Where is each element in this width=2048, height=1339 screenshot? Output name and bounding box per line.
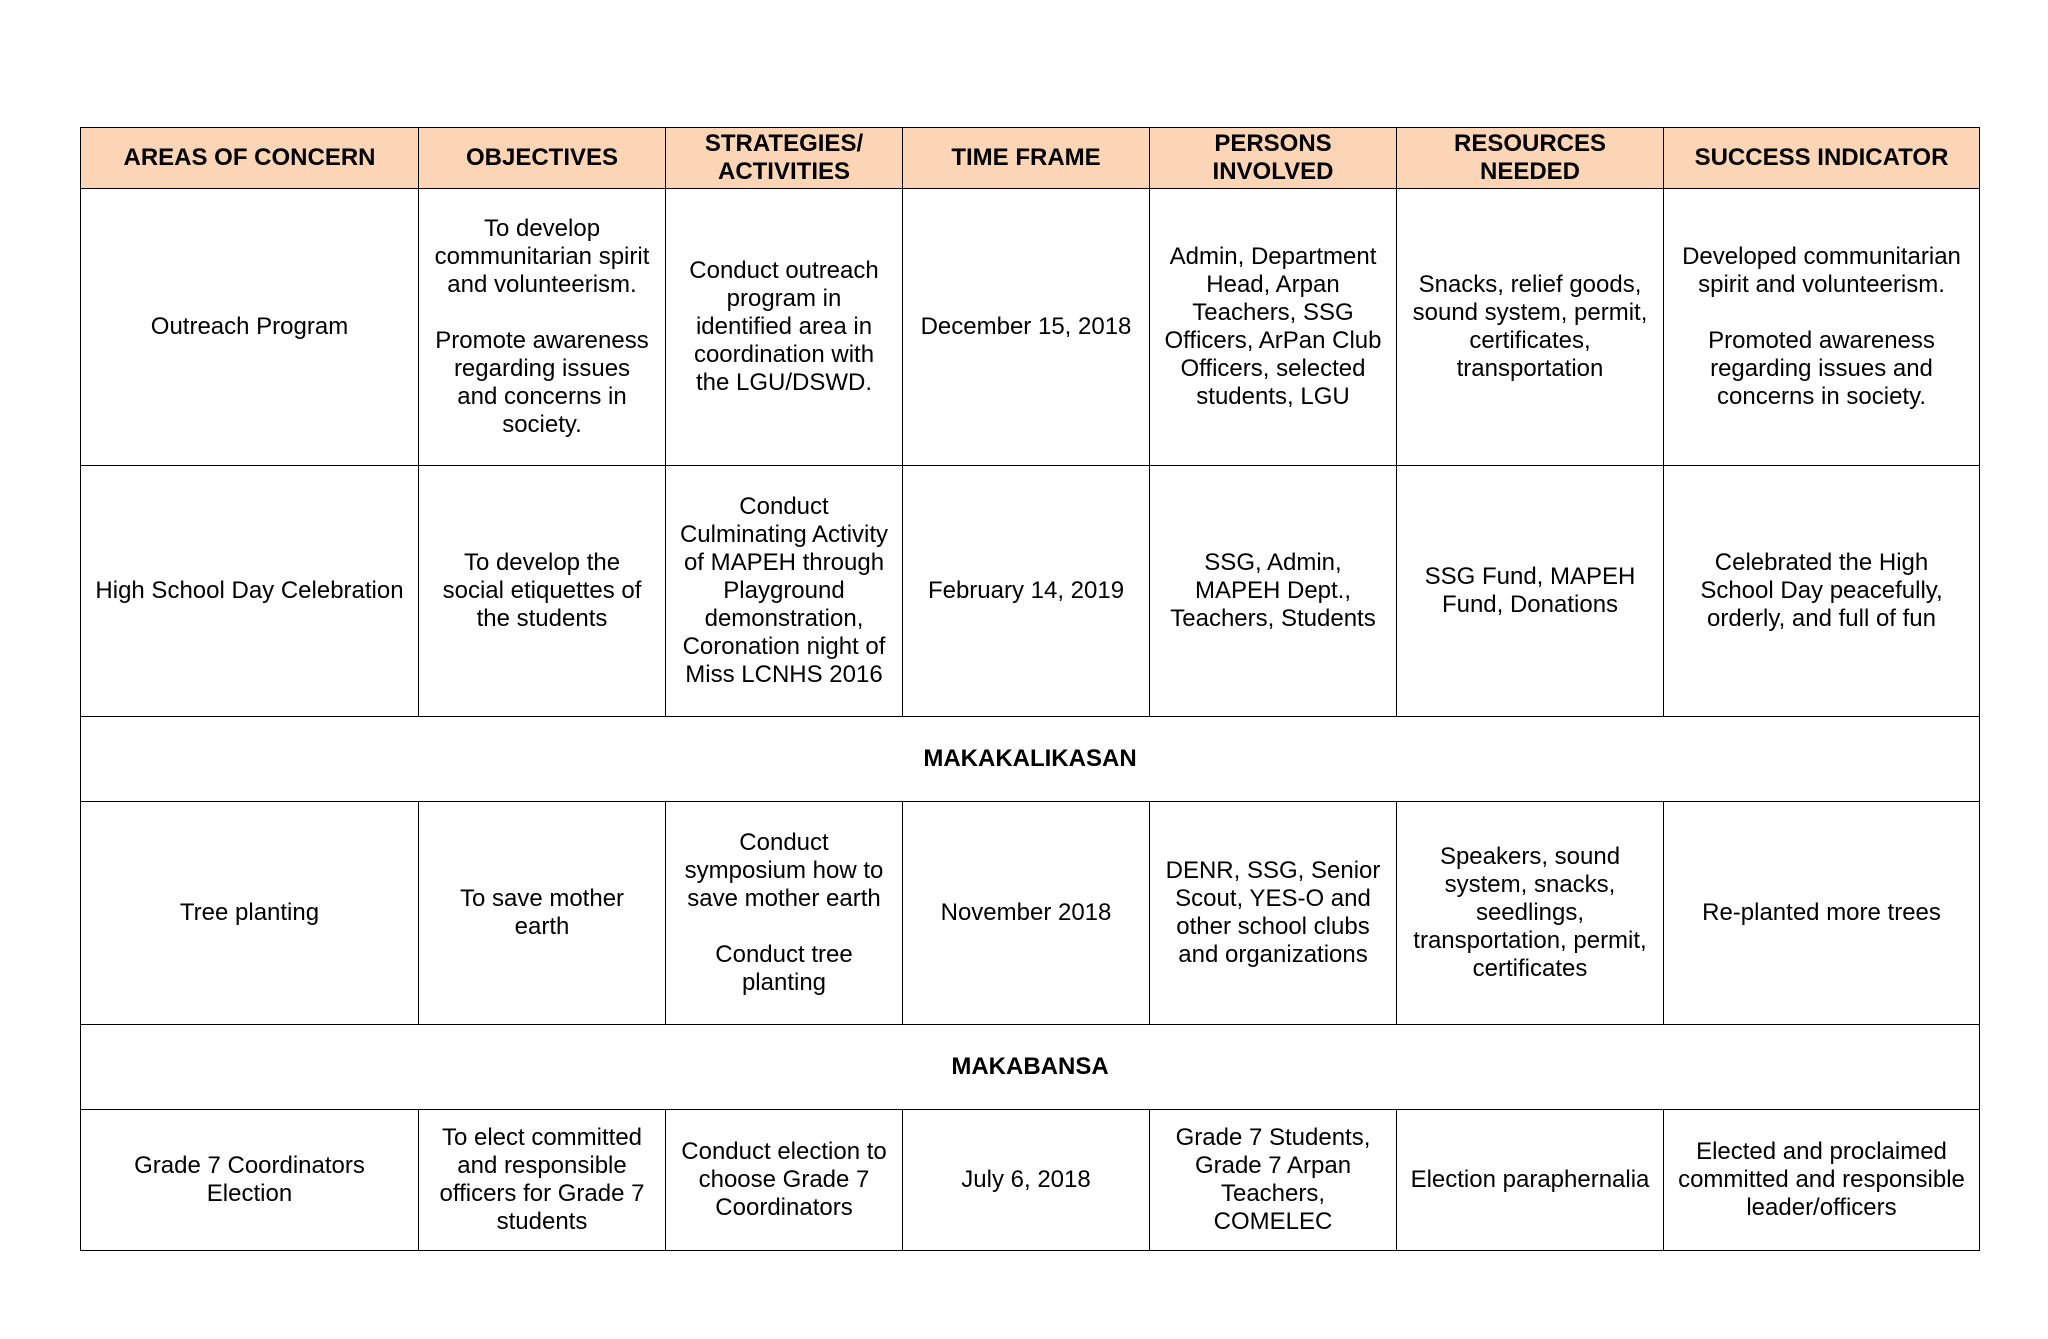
table-row: [81, 1110, 1980, 1251]
cell-area: High School Day Celebration: [81, 466, 419, 717]
cell-success: Elected and proclaimed committed and responsible leader/officers: [1664, 1110, 1980, 1251]
header-objectives: OBJECTIVES: [419, 128, 666, 189]
table-row: [81, 466, 1980, 717]
header-strategies-activities: STRATEGIES/ ACTIVITIES: [666, 128, 903, 189]
section-title: MAKABANSA: [81, 1025, 1980, 1110]
cell-area: Outreach Program: [81, 189, 419, 466]
cell-success: Re-planted more trees: [1664, 802, 1980, 1025]
cell-resources: Election paraphernalia: [1397, 1110, 1664, 1251]
cell-area: Tree planting: [81, 802, 419, 1025]
header-success-indicator: SUCCESS INDICATOR: [1664, 128, 1980, 189]
cell-persons: SSG, Admin, MAPEH Dept., Teachers, Students: [1150, 466, 1397, 717]
cell-time-frame: December 15, 2018: [903, 189, 1150, 466]
cell-persons: Admin, Department Head, Arpan Teachers, SSG Officers, ArPan Club Officers, selected students, LGU: [1150, 189, 1397, 466]
cell-resources: SSG Fund, MAPEH Fund, Donations: [1397, 466, 1664, 717]
cell-time-frame: November 2018: [903, 802, 1150, 1025]
cell-resources: Speakers, sound system, snacks, seedlings, transportation, permit, certificates: [1397, 802, 1664, 1025]
section-row-makabansa: [81, 1025, 1980, 1110]
section-row-makakalikasan: [81, 717, 1980, 802]
cell-objectives: To save mother earth: [419, 802, 666, 1025]
cell-strategies: Conduct outreach program in identified area in coordination with the LGU/DSWD.: [666, 189, 903, 466]
table-row: [81, 189, 1980, 466]
section-title: MAKAKALIKASAN: [81, 717, 1980, 802]
cell-strategies: Conduct Culminating Activity of MAPEH through Playground demonstration, Coronation night of Miss LCNHS 2016: [666, 466, 903, 717]
action-plan-table: [80, 127, 1980, 1251]
table-row: [81, 802, 1980, 1025]
table-header-row: [81, 128, 1980, 189]
cell-time-frame: February 14, 2019: [903, 466, 1150, 717]
header-persons-involved: PERSONS INVOLVED: [1150, 128, 1397, 189]
cell-resources: Snacks, relief goods, sound system, permit, certificates, transportation: [1397, 189, 1664, 466]
cell-objectives: To develop the social etiquettes of the students: [419, 466, 666, 717]
cell-time-frame: July 6, 2018: [903, 1110, 1150, 1251]
cell-success: Developed communitarian spirit and volunteerism. Promoted awareness regarding issues and concerns in society.: [1664, 189, 1980, 466]
cell-area: Grade 7 Coordinators Election: [81, 1110, 419, 1251]
header-resources-needed: RESOURCES NEEDED: [1397, 128, 1664, 189]
cell-strategies: Conduct election to choose Grade 7 Coordinators: [666, 1110, 903, 1251]
cell-success: Celebrated the High School Day peacefully, orderly, and full of fun: [1664, 466, 1980, 717]
cell-persons: Grade 7 Students, Grade 7 Arpan Teachers, COMELEC: [1150, 1110, 1397, 1251]
cell-persons: DENR, SSG, Senior Scout, YES-O and other school clubs and organizations: [1150, 802, 1397, 1025]
header-time-frame: TIME FRAME: [903, 128, 1150, 189]
cell-objectives: To elect committed and responsible officers for Grade 7 students: [419, 1110, 666, 1251]
cell-strategies: Conduct symposium how to save mother earth Conduct tree planting: [666, 802, 903, 1025]
header-areas-of-concern: AREAS OF CONCERN: [81, 128, 419, 189]
cell-objectives: To develop communitarian spirit and volunteerism. Promote awareness regarding issues and concerns in society.: [419, 189, 666, 466]
